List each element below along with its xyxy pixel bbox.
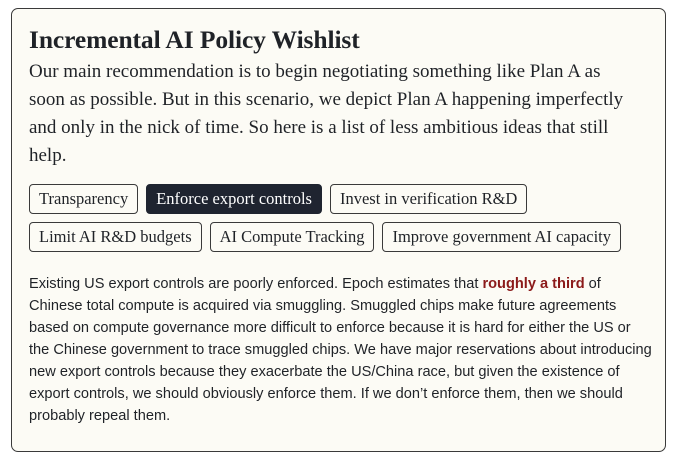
policy-tab-list (29, 184, 654, 252)
tab-content-text (29, 273, 654, 427)
tab-row-2 (29, 222, 654, 252)
tab-improve-government-capacity[interactable]: Improve government AI capacity (382, 222, 621, 252)
intro-paragraph: Our main recommendation is to begin negotiating something like Plan A as soon as possible. But in this scenario, we depict Plan A happening imperfectly and only in the nick of time. So here is a list of less ambitious ideas that still help. (29, 61, 624, 166)
tab-limit-ai-rd-budgets[interactable]: Limit AI R&D budgets (29, 222, 202, 252)
content-text-after-link: of Chinese total compute is acquired via smuggling. Smuggled chips make future agreements based on compute governance more difficult to enforce because it is hard for either the US or the Chinese government to trace smuggled chips. We have major reservations about introducing new export controls because they exacerbate the US/China race, but given the existence of export controls, we should obviously enforce them. If we don’t enforce them, then we should probably repeal them. (29, 276, 652, 424)
tab-row-1 (29, 184, 654, 214)
tab-enforce-export-controls[interactable]: Enforce export controls (146, 184, 322, 214)
card-title: Incremental AI Policy Wishlist (29, 25, 360, 54)
tab-invest-in-verification[interactable]: Invest in verification R&D (330, 184, 527, 214)
tab-transparency[interactable]: Transparency (29, 184, 138, 214)
policy-wishlist-card (11, 8, 666, 452)
tab-ai-compute-tracking[interactable]: AI Compute Tracking (210, 222, 375, 252)
content-text-before-link: Existing US export controls are poorly enforced. Epoch estimates that (29, 276, 483, 292)
roughly-a-third-link[interactable]: roughly a third (482, 276, 585, 292)
